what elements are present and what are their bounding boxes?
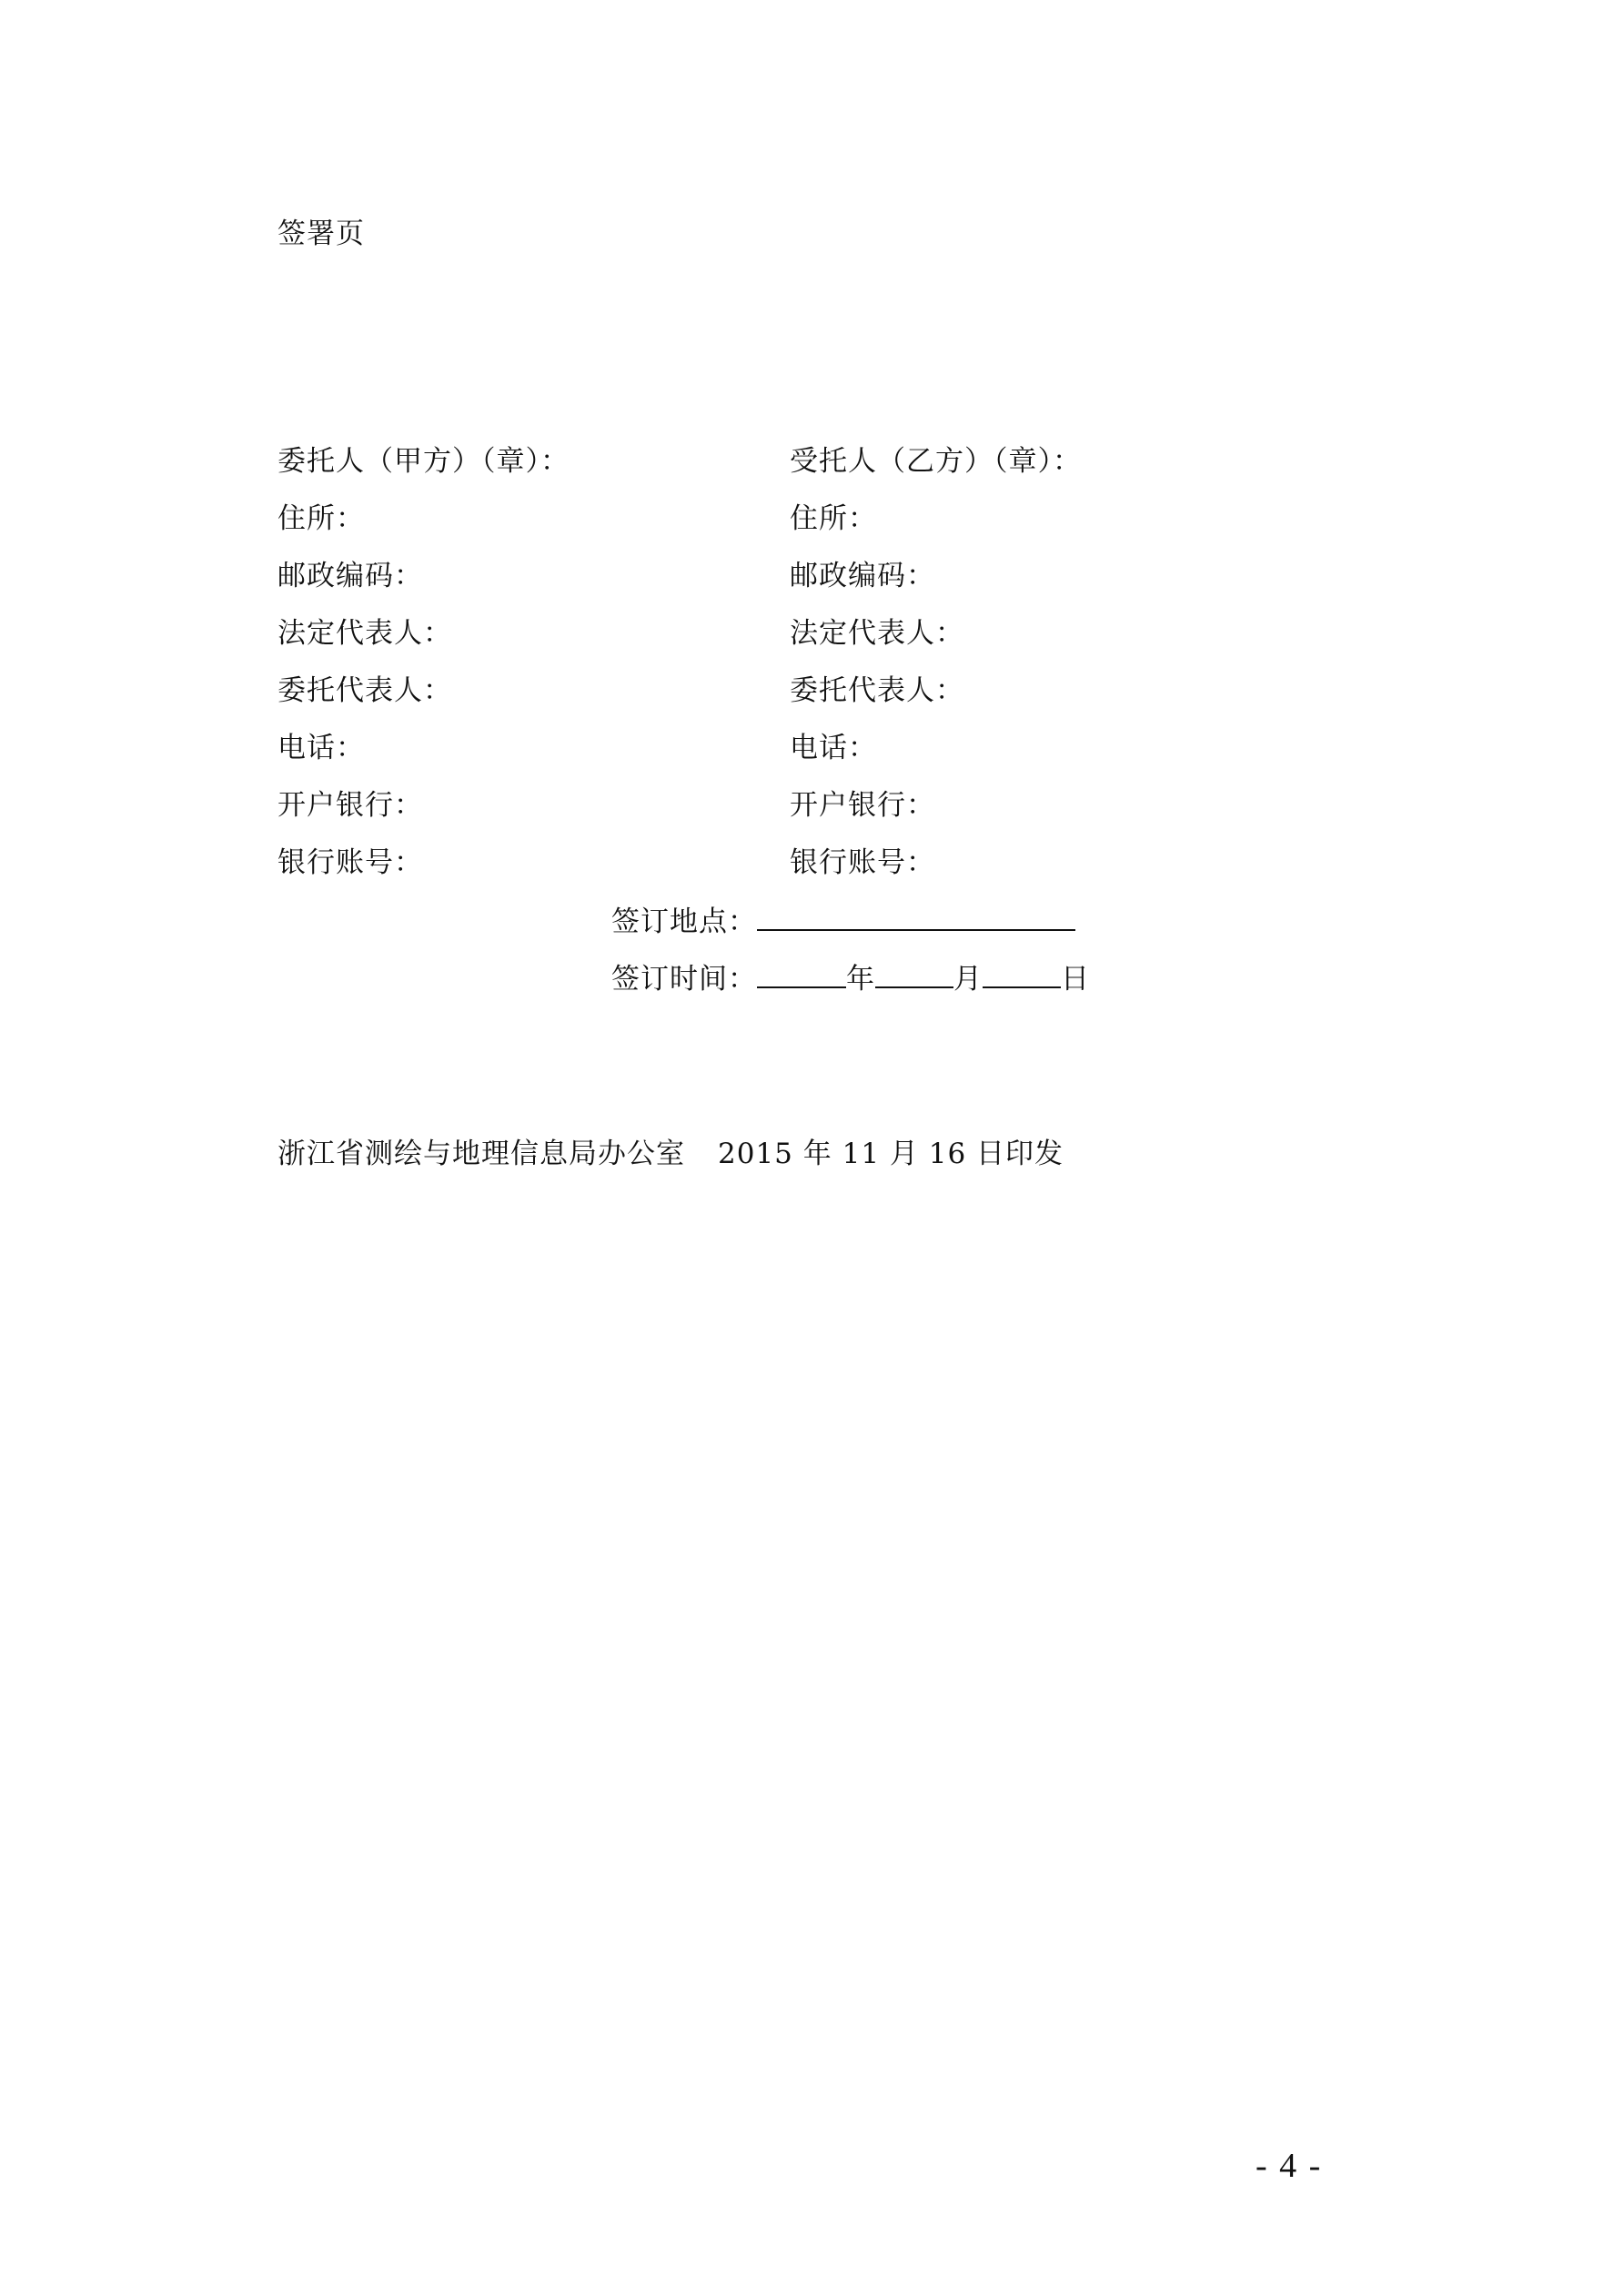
party-a-account-label: 银行账号： — [277, 846, 423, 879]
signing-place-label: 签订地点： — [611, 905, 757, 938]
party-a-address-label: 住所： — [277, 502, 365, 535]
party-b-phone-label: 电话： — [790, 732, 877, 764]
page-title: 签署页 — [277, 217, 365, 250]
party-b-bank-label: 开户银行： — [790, 789, 935, 822]
party-b-account-label: 银行账号： — [790, 846, 935, 879]
page-number: - 4 - — [1256, 2147, 1323, 2185]
party-a-postcode-label: 邮政编码： — [277, 560, 423, 592]
party-a-legal-rep-label: 法定代表人： — [277, 617, 452, 650]
signing-month-label: 月 — [953, 963, 983, 996]
signing-day-blank — [983, 959, 1061, 988]
party-b-agent-rep-label: 委托代表人： — [790, 674, 964, 707]
signing-year-label: 年 — [846, 963, 875, 996]
signing-year-blank — [757, 959, 846, 988]
signing-month-blank — [875, 959, 953, 988]
party-a-phone-label: 电话： — [277, 732, 365, 764]
party-a-heading: 委托人（甲方）（章）： — [277, 445, 570, 478]
party-b-legal-rep-label: 法定代表人： — [790, 617, 964, 650]
party-b-postcode-label: 邮政编码： — [790, 560, 935, 592]
party-a-agent-rep-label: 委托代表人： — [277, 674, 452, 707]
signing-time-label: 签订时间： — [611, 963, 757, 996]
signing-day-label: 日 — [1061, 963, 1090, 996]
party-a-bank-label: 开户银行： — [277, 789, 423, 822]
issuer-name: 浙江省测绘与地理信息局办公室 — [277, 1138, 685, 1170]
signing-place-blank — [757, 902, 1075, 931]
signing-time-row — [611, 959, 1090, 997]
issuer-line — [277, 1136, 1064, 1172]
party-b-address-label: 住所： — [790, 502, 877, 535]
signing-place-row — [611, 902, 1075, 940]
issue-date: 2015 年 11 月 16 日印发 — [718, 1138, 1064, 1170]
party-b-heading: 受托人（乙方）（章）： — [790, 445, 1082, 478]
